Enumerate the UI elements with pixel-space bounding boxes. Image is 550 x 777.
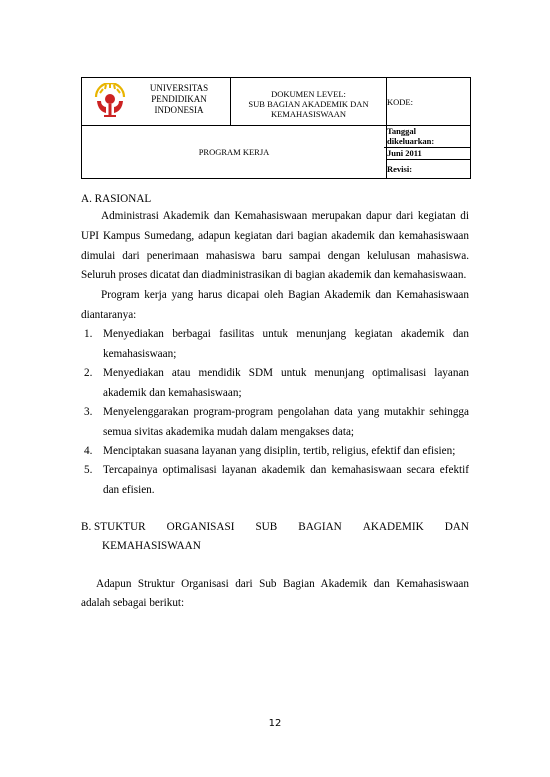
- doc-level-label: DOKUMEN LEVEL:: [271, 88, 346, 99]
- heading-word: DAN: [444, 521, 469, 533]
- revision-label: Revisi:: [387, 163, 413, 174]
- para-line: Adapun Struktur Organisasi dari Sub Bagian Akademik dan Kemahasiswaan: [96, 578, 469, 590]
- list-number: 3.: [84, 406, 93, 418]
- page-number: 12: [268, 718, 282, 729]
- para-line: Seluruh proses dicatat dan diadministrasikan di bagian akademik dan kemahasiswaan.: [81, 269, 467, 281]
- list-item: Menciptakan suasana layanan yang disiplin, tertib, religius, efektif dan efisien;: [103, 445, 456, 457]
- institution-name: [134, 83, 224, 116]
- para-line: diantaranya:: [81, 309, 137, 321]
- list-item: semua sivitas akademika mudah dalam mengakses data;: [103, 426, 355, 438]
- document-header-table: [81, 77, 471, 179]
- doc-level-value: SUB BAGIAN AKADEMIK DAN: [248, 98, 369, 109]
- doc-level-cell: [231, 78, 387, 126]
- list-item: dan efisien.: [103, 484, 155, 496]
- institution-line: PENDIDIKAN: [151, 94, 207, 104]
- list-number: 5.: [84, 464, 93, 476]
- list-item: Menyelenggarakan program-program pengolahan data yang mutakhir sehingga: [103, 406, 469, 418]
- title-cell: [82, 126, 387, 179]
- list-number: 2.: [84, 367, 93, 379]
- list-item: kemahasiswaan;: [103, 348, 177, 360]
- institution-cell: [82, 78, 231, 126]
- document-title: PROGRAM KERJA: [198, 147, 270, 157]
- list-item: Tercapainya optimalisasi layanan akademik dan kemahasiswaan secara efektif: [103, 464, 469, 476]
- institution-line: UNIVERSITAS: [149, 83, 209, 93]
- para-line: UPI Kampus Sumedang, adapun kegiatan dari bagian akademik dan kemahasiswaan: [81, 230, 469, 242]
- section-b-heading: [81, 517, 469, 537]
- list-item: akademik dan kemahasiswaan;: [103, 387, 242, 399]
- date-cell: [387, 126, 471, 160]
- list-number: 1.: [84, 328, 93, 340]
- para-line: dimulai dari penerimaan mahasiswa baru sampai dengan kelulusan mahasiswa.: [81, 250, 469, 262]
- para-line: Administrasi Akademik dan Kemahasiswaan merupakan dapur dari kegiatan di: [101, 210, 469, 222]
- date-label: dikeluarkan:: [387, 136, 435, 147]
- revision-cell: [387, 159, 471, 178]
- list-item: Menyediakan berbagai fasilitas untuk menunjang kegiatan akademik dan: [103, 328, 469, 340]
- section-a-heading: A. RASIONAL: [81, 193, 152, 205]
- section-b-heading-line2: KEMAHASISWAAN: [102, 540, 201, 552]
- heading-word: SUB: [255, 521, 278, 533]
- code-cell: [387, 78, 471, 126]
- code-label: KODE:: [387, 96, 413, 107]
- university-logo-icon: [92, 83, 128, 120]
- doc-level-value: KEMAHASISWAAN: [270, 108, 347, 119]
- heading-word: AKADEMIK: [362, 521, 424, 533]
- institution-line: INDONESIA: [154, 105, 204, 115]
- list-number: 4.: [84, 445, 93, 457]
- date-label: Tanggal: [387, 126, 416, 137]
- heading-word: BAGIAN: [298, 521, 342, 533]
- list-item: Menyediakan atau mendidik SDM untuk menunjang optimalisasi layanan: [103, 367, 469, 379]
- heading-word: B. STUKTUR: [81, 521, 146, 533]
- para-line: adalah sebagai berikut:: [81, 597, 185, 609]
- para-line: Program kerja yang harus dicapai oleh Bagian Akademik dan Kemahasiswaan: [101, 289, 469, 301]
- date-value: Juni 2011: [384, 147, 470, 158]
- heading-word: ORGANISASI: [166, 521, 235, 533]
